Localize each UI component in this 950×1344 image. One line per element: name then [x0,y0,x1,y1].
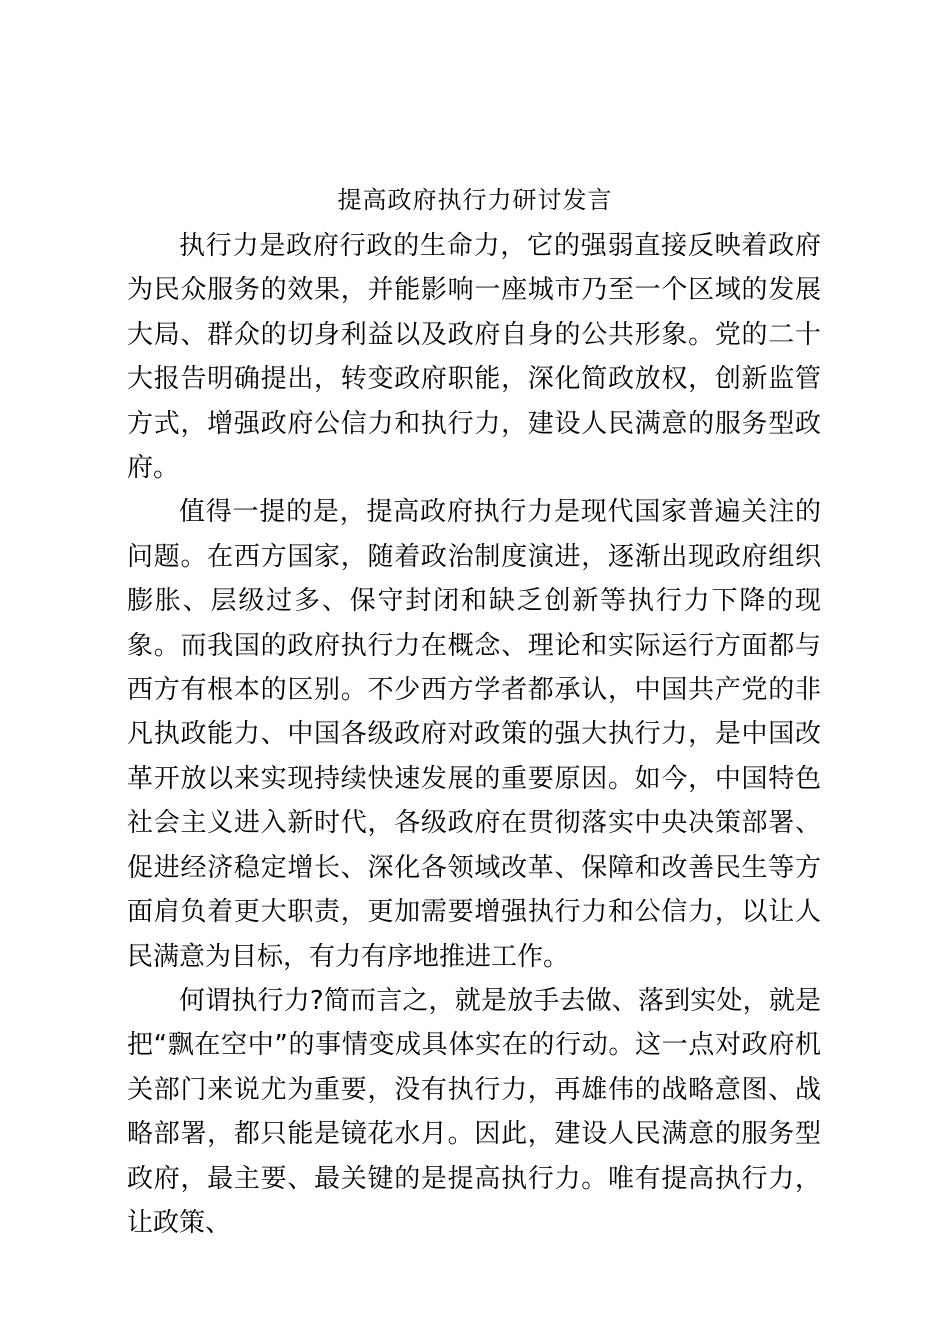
paragraph-1: 执行力是政府行政的生命力，它的强弱直接反映着政府为民众服务的效果，并能影响一座城市乃至一个区域的发展大局、群众的切身利益以及政府自身的公共形象。党的二十大报告明确提出，转变政府职能，深化简政放权，创新监管方式，增强政府公信力和执行力，建设人民满意的服务型政府。 [127,231,821,484]
paragraph-2: 值得一提的是，提高政府执行力是现代国家普遍关注的问题。在西方国家，随着政治制度演进，逐渐出现政府组织膨胀、层级过多、保守封闭和缺乏创新等执行力下降的现象。而我国的政府执行力在概念、理论和实际运行方面都与西方有根本的区别。不少西方学者都承认，中国共产党的非凡执政能力、中国各级政府对政策的强大执行力，是中国改革开放以来实现持续快速发展的重要原因。如今，中国特色社会主义进入新时代，各级政府在贯彻落实中央决策部署、促进经济稳定增长、深化各领域改革、保障和改善民生等方面肩负着更大职责，更加需要增强执行力和公信力，以让人民满意为目标，有力有序地推进工作。 [127,497,821,972]
document-body [127,224,821,1245]
document-title: 提高政府执行力研讨发言 [337,186,613,214]
paragraph-3: 何谓执行力?简而言之，就是放手去做、落到实处，就是把“飘在空中”的事情变成具体实在的行动。这一点对政府机关部门来说尤为重要，没有执行力，再雄伟的战略意图、战略部署，都只能是镜花水月。因此，建设人民满意的服务型政府，最主要、最关键的是提高执行力。唯有提高执行力，让政策、 [127,985,821,1238]
